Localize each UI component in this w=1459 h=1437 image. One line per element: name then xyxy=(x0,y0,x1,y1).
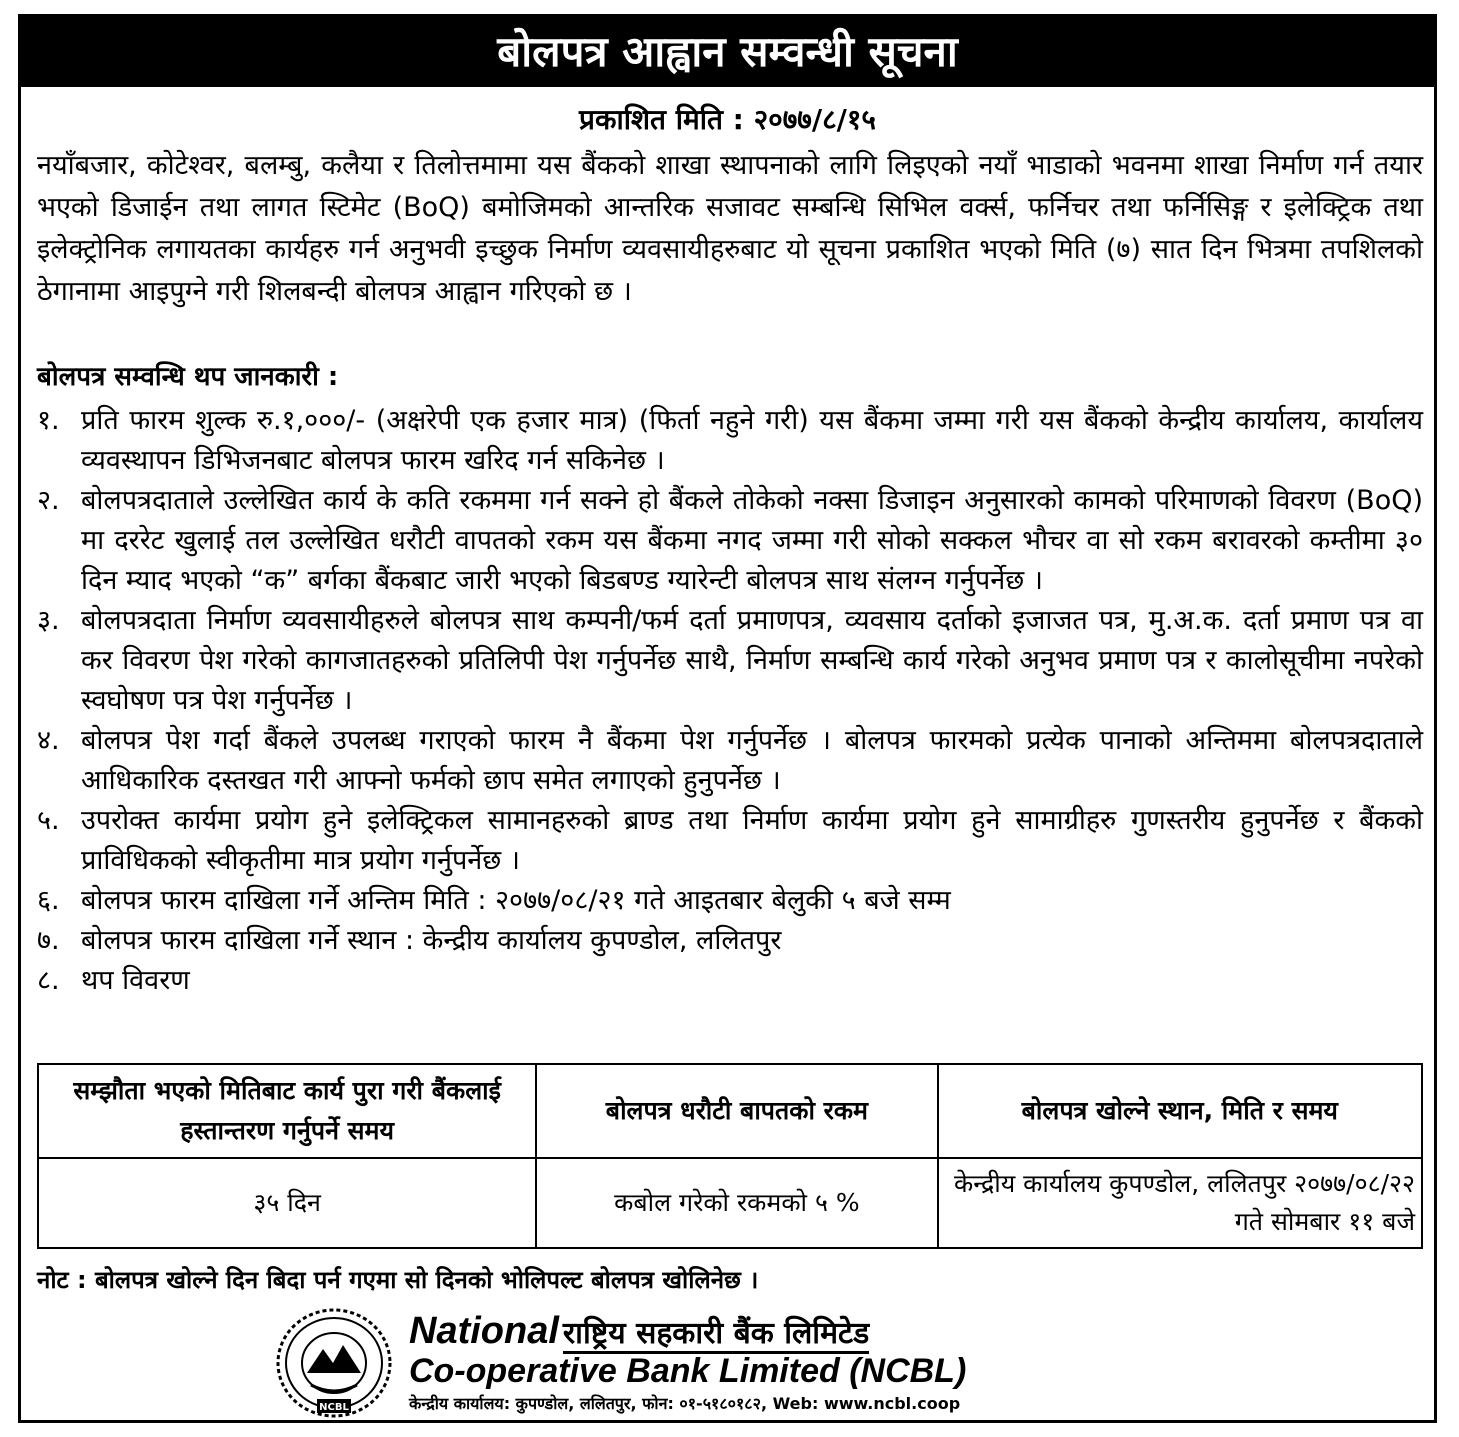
list-item xyxy=(37,721,1423,801)
bank-address: केन्द्रीय कार्यालय: कुपण्डोल, ललितपुर, फोन: ०१-५१८०१८२, Web: www.ncbl.coop xyxy=(409,1394,961,1413)
list-item xyxy=(37,401,1423,481)
list-item xyxy=(37,961,1423,1001)
table-cell-opening: केन्द्रीय कार्यालय कुपण्डोल, ललितपुर २०७७/०८/२२ गते सोमबार ११ बजे xyxy=(938,1158,1422,1248)
table-cell-deposit: कबोल गरेको रकमको ५ % xyxy=(536,1158,937,1248)
list-item xyxy=(37,921,1423,961)
table-header-opening: बोलपत्र खोल्ने स्थान, मिति र समय xyxy=(938,1064,1422,1158)
info-list xyxy=(37,401,1423,1001)
bank-seal-icon xyxy=(275,1307,393,1419)
table-header-row xyxy=(38,1064,1422,1158)
list-item xyxy=(37,481,1423,601)
item-number: २. xyxy=(37,485,60,516)
item-text: उपरोक्त कार्यमा प्रयोग हुने इलेक्ट्रिकल सामानहरुको ब्राण्ड तथा निर्माण कार्यमा प्रयोग हुने सामाग्रीहरु गुणस्तरीय हुनुपर्नेछ र बैंकको प्राविधिकको स्वीकृतीमा मात्र प्रयोग गर्नुपर्नेछ । xyxy=(81,805,1423,876)
item-number: ६. xyxy=(37,885,60,916)
seal-label: NCBL xyxy=(319,1402,349,1413)
table-header-deposit: बोलपत्र धरौटी बापतको रकम xyxy=(536,1064,937,1158)
item-text: बोलपत्र फारम दाखिला गर्ने स्थान : केन्द्रीय कार्यालय कुपण्डोल, ललितपुर xyxy=(81,925,782,956)
bank-name-np: राष्ट्रिय सहकारी बैंक लिमिटेड xyxy=(563,1316,869,1354)
notice-title: बोलपत्र आह्वान सम्वन्धी सूचना xyxy=(21,17,1434,87)
table-row xyxy=(38,1158,1422,1248)
item-text: बोलपत्रदाताले उल्लेखित कार्य के कति रकममा गर्न सक्ने हो बैंकले तोकेको नक्सा डिजाइन अनुसारको कामको परिमाणको विवरण (BoQ) मा दररेट खुलाई तल उल्लेखित धरौटी वापतको रकम यस बैंकमा नगद जम्मा गरी सोको सक्कल भौचर वा सो रकम बरावरको कम्तीमा ३० दिन म्याद भएको “क” बर्गका बैंकबाट जारी भएको बिडबण्ड ग्यारेन्टी बोलपत्र साथ संलग्न गर्नुपर्नेछ । xyxy=(81,485,1423,596)
bank-name-en-1: National xyxy=(409,1310,559,1352)
item-text: बोलपत्र फारम दाखिला गर्ने अन्तिम मिति : २०७७/०८/२१ गते आइतबार बेलुकी ५ बजे सम्म xyxy=(81,885,951,916)
intro-paragraph: नयाँबजार, कोटेश्वर, बलम्बु, कलैया र तिलोत्तमामा यस बैंकको शाखा स्थापनाको लागि लिइएको नयाँ भाडाको भवनमा शाखा निर्माण गर्न तयार भएको डिजाईन तथा लागत स्टिमेट (BoQ) बमोजिमको आन्तरिक सजावट सम्बन्धि सिभिल वर्क्स, फर्निचर तथा फर्निसिङ्ग र इलेक्ट्रिक तथा इलेक्ट्रोनिक लगायतका कार्यहरु गर्न अनुभवी इच्छुक निर्माण व्यवसायीहरुबाट यो सूचना प्रकाशित भएको मिति (७) सात दिन भित्रमा तपशिलको ठेगानामा आइपुग्ने गरी शिलबन्दी बोलपत्र आह्वान गरिएको छ । xyxy=(37,150,1423,307)
item-text: प्रति फारम शुल्क रु.१,०००/- (अक्षरेपी एक हजार मात्र) (फिर्ता नहुने गरी) यस बैंकमा जम्मा गरी यस बैंकको केन्द्रीय कार्यालय, कार्यालय व्यवस्थापन डिभिजनबाट बोलपत्र फारम खरिद गर्न सकिनेछ । xyxy=(81,405,1423,476)
detail-table xyxy=(37,1063,1423,1249)
info-subheading: बोलपत्र सम्वन्धि थप जानकारी : xyxy=(37,362,339,392)
item-text: थप विवरण xyxy=(81,965,190,996)
item-number: ८. xyxy=(37,965,60,996)
item-number: १. xyxy=(37,405,60,436)
list-item xyxy=(37,881,1423,921)
table-cell-completion-time: ३५ दिन xyxy=(38,1158,536,1248)
list-item xyxy=(37,801,1423,881)
list-item xyxy=(37,601,1423,721)
bank-footer xyxy=(275,1307,1075,1417)
item-text: बोलपत्रदाता निर्माण व्यवसायीहरुले बोलपत्र साथ कम्पनी/फर्म दर्ता प्रमाणपत्र, व्यवसाय दर्ताको इजाजत पत्र, मु.अ.क. दर्ता प्रमाण पत्र वा कर विवरण पेश गरेको कागजातहरुको प्रतिलिपी पेश गर्नुपर्नेछ साथै, निर्माण सम्बन्धि कार्य गरेको अनुभव प्रमाण पत्र र कालोसूचीमा नपरेको स्वघोषण पत्र पेश गर्नुपर्नेछ । xyxy=(81,605,1423,716)
item-number: ४. xyxy=(37,725,60,756)
item-number: ७. xyxy=(37,925,60,956)
item-text: बोलपत्र पेश गर्दा बैंकले उपलब्ध गराएको फारम नै बैंकमा पेश गर्नुपर्नेछ । बोलपत्र फारमको प्रत्येक पानाको अन्तिममा बोलपत्रदाताले आधिकारिक दस्तखत गरी आफ्नो फर्मको छाप समेत लगाएको हुनुपर्नेछ । xyxy=(81,725,1423,796)
item-number: ३. xyxy=(37,605,60,636)
table-header-completion-time: सम्झौता भएको मितिबाट कार्य पुरा गरी बैंकलाई हस्तान्तरण गर्नुपर्ने समय xyxy=(38,1064,536,1158)
published-date: प्रकाशित मिति : २०७७/८/१५ xyxy=(579,103,876,136)
notice-frame xyxy=(18,14,1437,1423)
bank-name-en-2: Co-operative Bank Limited (NCBL) xyxy=(409,1352,967,1390)
note-text: नोट : बोलपत्र खोल्ने दिन बिदा पर्न गएमा सो दिनको भोलिपल्ट बोलपत्र खोलिनेछ । xyxy=(37,1266,759,1294)
item-number: ५. xyxy=(37,805,60,836)
